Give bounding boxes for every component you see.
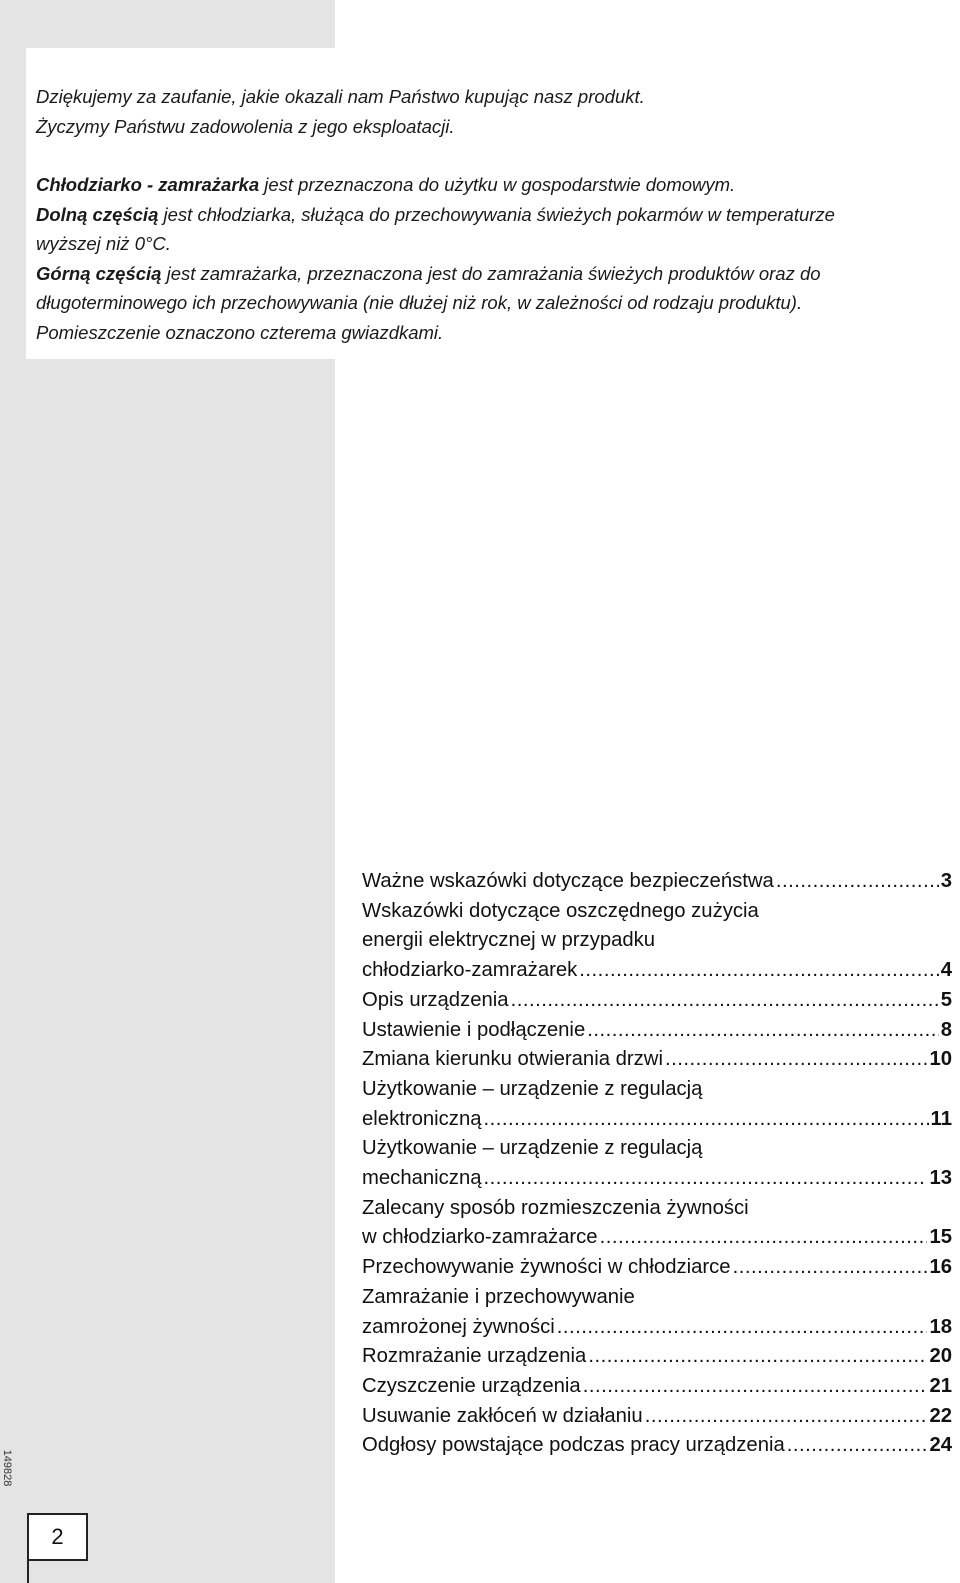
toc-dot-leader bbox=[484, 1105, 929, 1135]
table-of-contents bbox=[362, 867, 952, 1461]
toc-entry-title-line: Wskazówki dotyczące oszczędnego zużycia bbox=[362, 899, 759, 922]
toc-entry-title-line: Zalecany sposób rozmieszczenia żywności bbox=[362, 1196, 749, 1219]
toc-entry-title-line: energii elektrycznej w przypadku bbox=[362, 929, 656, 952]
toc-entry[interactable] bbox=[362, 1253, 952, 1283]
toc-page-number: 15 bbox=[929, 1226, 952, 1249]
lower-part-label: Dolną częścią bbox=[36, 203, 159, 225]
toc-page-number: 20 bbox=[929, 1345, 952, 1368]
paragraph-lower-part: Dolną częścią jest chłodziarka, służąca do przechowywania świeżych pokarmów w temperaturze bbox=[36, 203, 835, 225]
toc-dot-leader bbox=[587, 1016, 938, 1046]
toc-entry-title-line: elektroniczną bbox=[362, 1107, 482, 1130]
toc-entry-title-line: Czyszczenie urządzenia bbox=[362, 1374, 581, 1397]
toc-entry[interactable] bbox=[362, 1283, 952, 1342]
toc-entry[interactable] bbox=[362, 986, 952, 1016]
toc-page-number: 22 bbox=[929, 1404, 952, 1427]
toc-page-number: 18 bbox=[929, 1315, 952, 1338]
toc-entry-title-line: Użytkowanie – urządzenie z regulacją bbox=[362, 1137, 703, 1160]
toc-page-number: 8 bbox=[940, 1018, 952, 1041]
thanks-line-1: Dziękujemy za zaufanie, jakie okazali nam Państwo kupując nasz produkt. bbox=[36, 86, 645, 107]
toc-entry-title-line: Ważne wskazówki dotyczące bezpieczeństwa bbox=[362, 870, 774, 892]
toc-entry-title-line: zamrożonej żywności bbox=[362, 1315, 555, 1338]
page-marker-line bbox=[27, 1559, 29, 1583]
toc-dot-leader bbox=[733, 1253, 928, 1283]
toc-page-number: 10 bbox=[929, 1048, 952, 1071]
toc-entry-title-line: Usuwanie zakłóceń w działaniu bbox=[362, 1404, 643, 1427]
toc-dot-leader bbox=[787, 1431, 928, 1461]
toc-entry[interactable] bbox=[362, 1402, 952, 1432]
toc-entry-title-line: Ustawienie i podłączenie bbox=[362, 1018, 586, 1041]
toc-entry[interactable] bbox=[362, 1016, 952, 1046]
toc-page-number: 13 bbox=[929, 1167, 952, 1190]
toc-page-number: 16 bbox=[929, 1256, 952, 1279]
toc-page-number: 5 bbox=[940, 988, 952, 1011]
toc-entry[interactable] bbox=[362, 1045, 952, 1075]
toc-page-number: 3 bbox=[940, 870, 952, 892]
toc-entry-title-line: Opis urządzenia bbox=[362, 988, 509, 1011]
paragraph-upper-part: Górną częścią jest zamrażarka, przeznaczona jest do zamrażania świeżych produktów oraz do bbox=[36, 262, 821, 284]
document-code: 149828 bbox=[1, 1449, 13, 1487]
paragraph-upper-part-end: Pomieszczenie oznaczono czterema gwiazdkami. bbox=[36, 321, 444, 343]
toc-dot-leader bbox=[600, 1223, 928, 1253]
toc-dot-leader bbox=[583, 1372, 928, 1402]
paragraph-upper-part-cont: długoterminowego ich przechowywania (nie dłużej niż rok, w zależności od rodzaju produktu). bbox=[36, 292, 803, 313]
paragraph-lower-part-cont: wyższej niż 0°C. bbox=[36, 233, 171, 254]
page-number: 2 bbox=[27, 1513, 88, 1561]
toc-entry[interactable] bbox=[362, 1075, 952, 1134]
paragraph-appliance: Chłodziarko - zamrażarka jest przeznaczona do użytku w gospodarstwie domowym. bbox=[36, 174, 736, 195]
toc-entry-title-line: Odgłosy powstające podczas pracy urządzenia bbox=[362, 1434, 785, 1457]
toc-page-number: 4 bbox=[940, 959, 952, 982]
toc-entry[interactable] bbox=[362, 897, 952, 986]
toc-entry-title-line: Zamrażanie i przechowywanie bbox=[362, 1285, 635, 1308]
toc-page-number: 11 bbox=[930, 1107, 952, 1130]
toc-dot-leader bbox=[665, 1045, 927, 1075]
toc-dot-leader bbox=[484, 1164, 928, 1194]
toc-entry[interactable] bbox=[362, 1431, 952, 1461]
toc-entry-title-line: Rozmrażanie urządzenia bbox=[362, 1345, 587, 1368]
toc-entry[interactable] bbox=[362, 1372, 952, 1402]
toc-entry-title-line: Użytkowanie – urządzenie z regulacją bbox=[362, 1077, 703, 1100]
toc-entry[interactable] bbox=[362, 867, 952, 897]
appliance-name: Chłodziarko - zamrażarka bbox=[36, 174, 260, 195]
toc-dot-leader bbox=[776, 867, 939, 897]
toc-dot-leader bbox=[511, 986, 939, 1016]
upper-part-label: Górną częścią bbox=[36, 262, 162, 284]
intro-text bbox=[36, 82, 956, 347]
toc-page-number: 21 bbox=[929, 1374, 952, 1397]
toc-entry[interactable] bbox=[362, 1134, 952, 1193]
thanks-line-2: Życzymy Państwu zadowolenia z jego eksploatacji. bbox=[36, 115, 455, 137]
toc-entry[interactable] bbox=[362, 1194, 952, 1253]
toc-dot-leader bbox=[645, 1402, 928, 1432]
toc-dot-leader bbox=[557, 1313, 928, 1343]
toc-entry-title-line: w chłodziarko-zamrażarce bbox=[362, 1226, 598, 1249]
toc-dot-leader bbox=[588, 1342, 927, 1372]
toc-page-number: 24 bbox=[929, 1434, 952, 1457]
toc-dot-leader bbox=[579, 956, 938, 986]
toc-entry-title-line: chłodziarko-zamrażarek bbox=[362, 959, 578, 982]
toc-entry-title-line: Zmiana kierunku otwierania drzwi bbox=[362, 1048, 663, 1071]
toc-entry[interactable] bbox=[362, 1342, 952, 1372]
toc-entry-title-line: Przechowywanie żywności w chłodziarce bbox=[362, 1256, 731, 1279]
toc-entry-title-line: mechaniczną bbox=[362, 1167, 482, 1190]
